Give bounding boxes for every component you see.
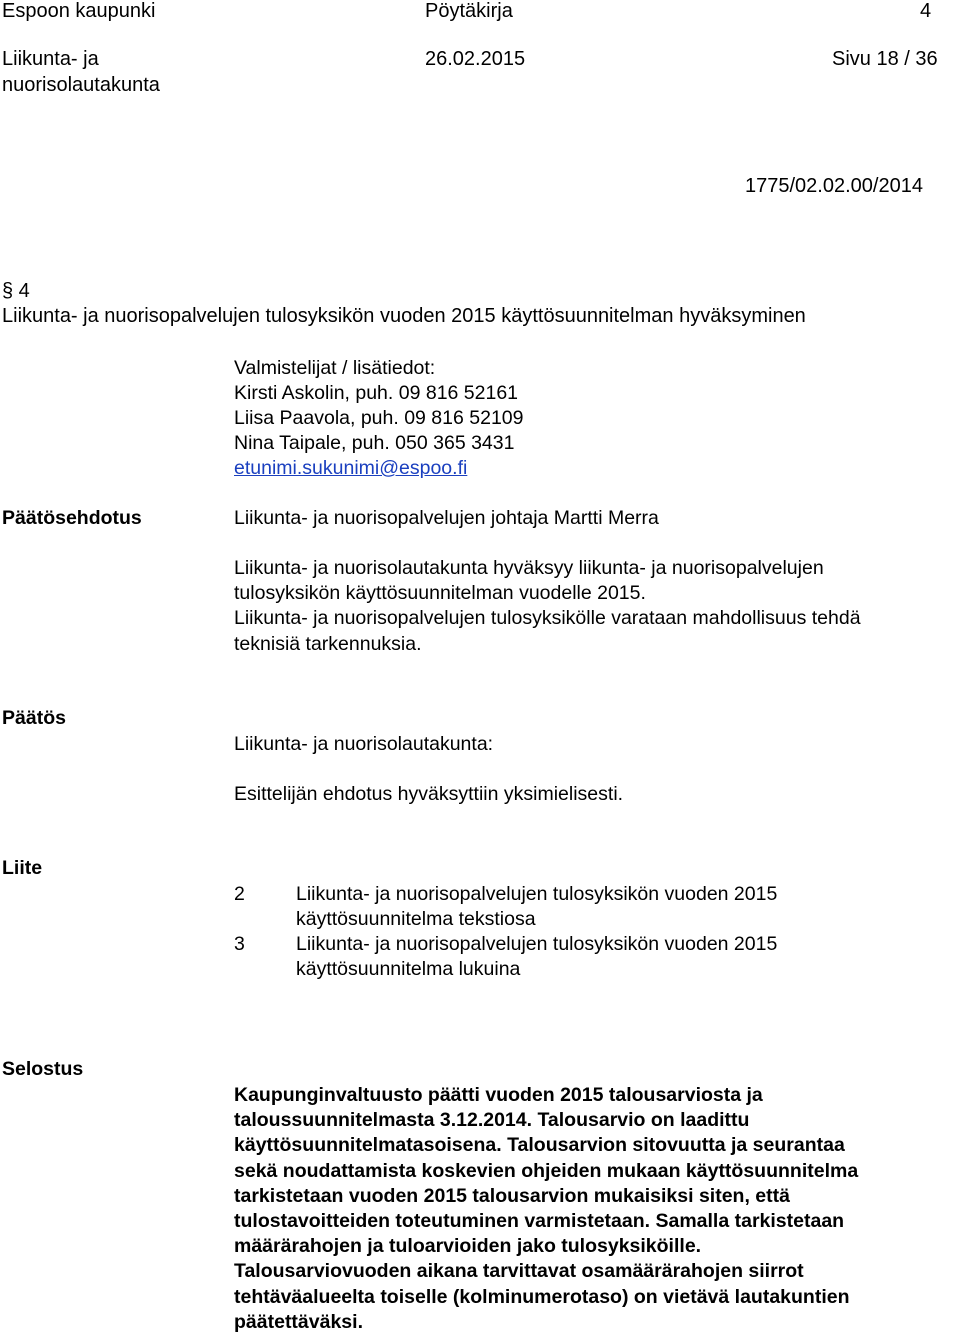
attachments-label: Liite (2, 857, 43, 879)
explanation-line: taloussuunnitelmasta 3.12.2014. Talousarvio on laadittu (234, 1109, 750, 1132)
board-name-line1: Liikunta- ja (2, 48, 99, 70)
case-id: 1775/02.02.00/2014 (745, 175, 923, 197)
attachment-title[interactable]: Liikunta- ja nuorisopalvelujen tulosyksikön vuoden 2015 (296, 883, 778, 905)
preparer-2: Liisa Paavola, puh. 09 816 52109 (234, 407, 524, 429)
proposal-line: Liikunta- ja nuorisopalvelujen tulosyksikölle varataan mahdollisuus tehdä (234, 607, 861, 630)
meeting-date: 26.02.2015 (425, 48, 526, 70)
section-mark: § 4 (2, 280, 30, 302)
board-name-line2: nuorisolautakunta (2, 74, 160, 96)
email-link[interactable]: etunimi.sukunimi@espoo.fi (234, 457, 468, 479)
attachment-title-cont: käyttösuunnitelma tekstiosa (296, 908, 536, 930)
explanation-line: määrärahojen ja tuloarvioiden jako tulosyksiköille. (234, 1235, 702, 1258)
explanation-line: päätettäväksi. (234, 1310, 363, 1333)
doc-type: Pöytäkirja (425, 0, 513, 22)
explanation-line: Kaupunginvaltuusto päätti vuoden 2015 talousarviosta ja (234, 1084, 763, 1106)
decision-board: Liikunta- ja nuorisolautakunta: (234, 733, 494, 755)
explanation-line: käyttösuunnitelmatasoisena. Talousarvion sitovuutta ja seurantaa (234, 1134, 845, 1157)
section-number: 4 (920, 0, 932, 22)
explanation-line: sekä noudattamista koskevien ohjeiden mukaan käyttösuunnitelma (234, 1159, 859, 1182)
proposal-line: teknisiä tarkennuksia. (234, 632, 422, 655)
page-number: Sivu 18 / 36 (832, 48, 938, 70)
explanation-line: Talousarviovuoden aikana tarvittavat osamäärärahojen siirrot (234, 1260, 804, 1283)
item-title: Liikunta- ja nuorisopalvelujen tulosyksikön vuoden 2015 käyttösuunnitelman hyväksyminen (2, 305, 806, 327)
decision-text: Esittelijän ehdotus hyväksyttiin yksimielisesti. (234, 783, 624, 805)
attachment-number: 2 (234, 883, 245, 905)
attachment-number: 3 (234, 933, 245, 955)
attachment-title[interactable]: Liikunta- ja nuorisopalvelujen tulosyksikön vuoden 2015 (296, 933, 778, 955)
proposal-text (234, 556, 956, 657)
preparer-3: Nina Taipale, puh. 050 365 3431 (234, 432, 515, 454)
explanation-line: tulostavoitteiden toteutuminen varmistetaan. Samalla tarkistetaan (234, 1210, 845, 1233)
proposal-line: tulosyksikön käyttösuunnitelman vuodelle 2015. (234, 582, 646, 605)
org-name: Espoon kaupunki (2, 0, 156, 22)
explanation-text (234, 1083, 956, 1335)
explanation-line: tarkistetaan vuoden 2015 talousarvion mukaisiksi siten, että (234, 1184, 790, 1207)
attachment-title-cont: käyttösuunnitelma lukuina (296, 958, 521, 980)
proposal-presenter: Liikunta- ja nuorisopalvelujen johtaja Martti Merra (234, 507, 659, 529)
preparers-heading: Valmistelijat / lisätiedot: (234, 357, 436, 379)
preparer-1: Kirsti Askolin, puh. 09 816 52161 (234, 382, 519, 404)
explanation-label: Selostus (2, 1058, 84, 1080)
proposal-label: Päätösehdotus (2, 507, 142, 529)
decision-label: Päätös (2, 707, 66, 729)
proposal-line: Liikunta- ja nuorisolautakunta hyväksyy liikunta- ja nuorisopalvelujen (234, 557, 824, 579)
explanation-line: tehtäväalueelta toiselle (kolminumerotaso) on vietävä lautakuntien (234, 1285, 850, 1308)
